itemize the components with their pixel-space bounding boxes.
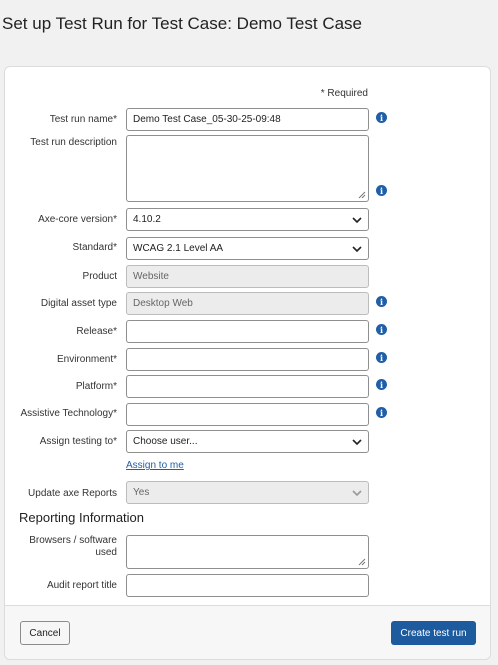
update-axe-reports-select: [126, 481, 369, 504]
axe-core-version-select[interactable]: [126, 208, 369, 231]
chevron-down-icon: [352, 245, 362, 253]
browsers-software-used-textarea[interactable]: [126, 535, 369, 569]
digital-asset-type-label: Digital asset type: [40, 298, 117, 309]
assign-testing-to-label: Assign testing to*: [39, 436, 117, 447]
product-input: [126, 265, 369, 288]
test-run-name-value: Demo Test Case_05-30-25-09:48: [133, 114, 281, 125]
update-axe-reports-value: Yes: [133, 487, 150, 498]
environment-input[interactable]: [126, 348, 369, 371]
browsers-software-used-label-line1: Browsers / software: [29, 535, 117, 546]
update-axe-reports-label: Update axe Reports: [28, 488, 117, 499]
browsers-software-used-label: [5, 535, 117, 559]
chevron-down-icon: [352, 216, 362, 224]
assistive-technology-input[interactable]: [126, 403, 369, 426]
standard-value: WCAG 2.1 Level AA: [133, 243, 224, 254]
assign-to-me-link[interactable]: Assign to me: [126, 460, 184, 471]
info-icon[interactable]: i: [376, 379, 387, 390]
audit-report-title-label: Audit report title: [46, 580, 117, 591]
cancel-button[interactable]: Cancel: [20, 621, 70, 645]
info-icon[interactable]: i: [376, 296, 387, 307]
environment-label: Environment*: [56, 354, 117, 365]
required-note: * Required: [320, 88, 368, 99]
info-icon[interactable]: i: [376, 324, 387, 335]
standard-select[interactable]: [126, 237, 369, 260]
assign-testing-to-value: Choose user...: [133, 436, 198, 447]
release-label: Release*: [76, 326, 117, 337]
info-icon[interactable]: i: [376, 112, 387, 123]
assign-testing-to-select[interactable]: [126, 430, 369, 453]
browsers-software-used-label-line2: used: [95, 547, 117, 558]
form-footer: [5, 605, 490, 659]
info-icon[interactable]: i: [376, 185, 387, 196]
info-icon[interactable]: i: [376, 352, 387, 363]
resize-handle-icon[interactable]: [358, 558, 366, 566]
info-icon[interactable]: i: [376, 407, 387, 418]
page-title: Set up Test Run for Test Case: Demo Test Case: [2, 14, 363, 33]
resize-handle-icon[interactable]: [358, 191, 366, 199]
product-value: Website: [133, 271, 169, 282]
axe-core-version-label: Axe-core version*: [38, 214, 117, 225]
test-run-name-label: Test run name*: [49, 114, 117, 125]
digital-asset-type-input: [126, 292, 369, 315]
audit-report-title-input[interactable]: [126, 574, 369, 597]
release-input[interactable]: [126, 320, 369, 343]
test-run-setup-form: [4, 66, 491, 660]
platform-input[interactable]: [126, 375, 369, 398]
test-run-description-textarea[interactable]: [126, 135, 369, 202]
reporting-information-heading: Reporting Information: [19, 510, 145, 525]
test-run-name-input[interactable]: [126, 108, 369, 131]
axe-core-version-value: 4.10.2: [133, 214, 161, 225]
create-test-run-button[interactable]: Create test run: [391, 621, 476, 645]
chevron-down-icon: [352, 489, 362, 497]
platform-label: Platform*: [75, 381, 117, 392]
assistive-technology-label: Assistive Technology*: [20, 408, 117, 419]
standard-label: Standard*: [72, 242, 117, 253]
digital-asset-type-value: Desktop Web: [133, 298, 193, 309]
chevron-down-icon: [352, 438, 362, 446]
test-run-description-label: Test run description: [30, 137, 117, 148]
product-label: Product: [82, 271, 117, 282]
